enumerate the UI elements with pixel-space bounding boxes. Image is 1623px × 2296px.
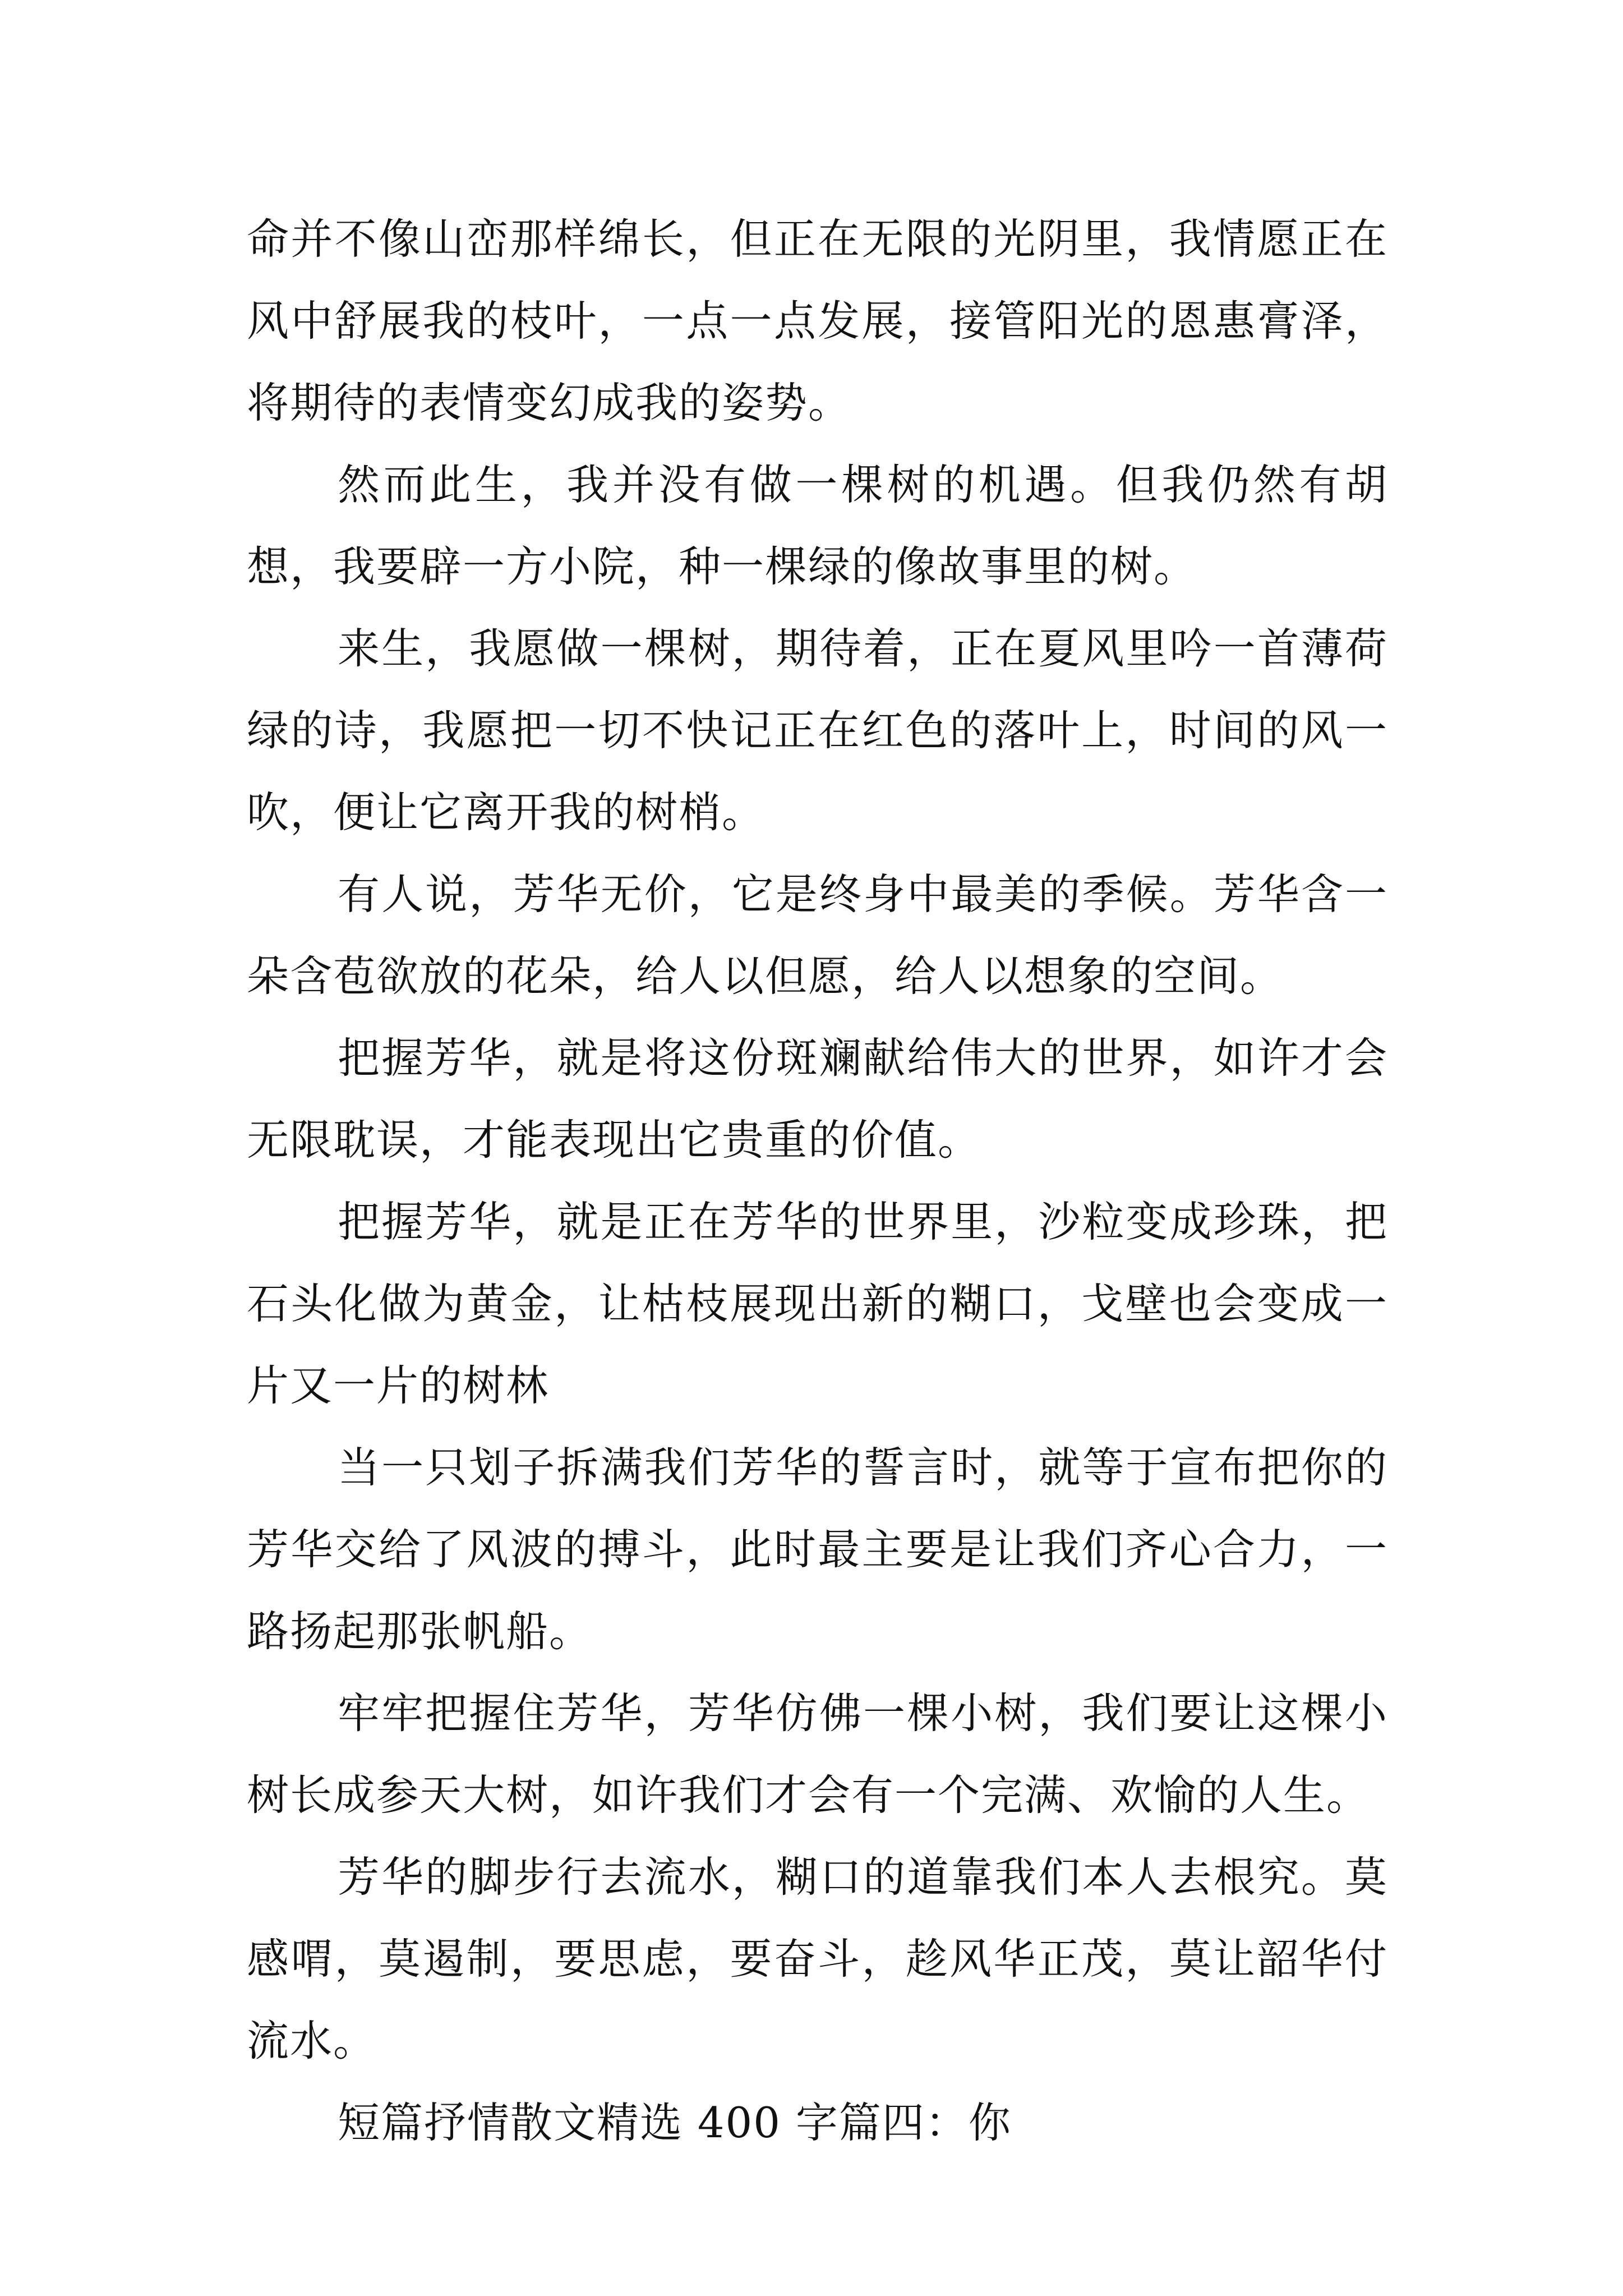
section-heading: 短篇抒情散文精选 400 字篇四：你 — [338, 2098, 1012, 2147]
paragraph-9: 芳华的脚步行去流水，糊口的道靠我们本人去根究。莫感喟，莫遏制，要思虑，要奋斗，趁风华正茂，莫让韶华付流水。 — [247, 1852, 1388, 2065]
paragraph-7: 当一只划子拆满我们芳华的誓言时，就等于宣布把你的芳华交给了风波的搏斗，此时最主要是让我们齐心合力，一路扬起那张帆船。 — [247, 1443, 1388, 1656]
paragraph-4: 有人说，芳华无价，它是终身中最美的季候。芳华含一朵含苞欲放的花朵，给人以但愿，给人以想象的空间。 — [247, 869, 1388, 1001]
paragraph-5: 把握芳华，就是将这份斑斓献给伟大的世界，如许才会无限耽误，才能表现出它贵重的价值。 — [247, 1033, 1388, 1165]
document-body — [247, 198, 1388, 2164]
paragraph-8: 牢牢把握住芳华，芳华仿佛一棵小树，我们要让这棵小树长成参天大树，如许我们才会有一个完满、欢愉的人生。 — [247, 1688, 1388, 1820]
paragraph-1: 命并不像山峦那样绵长，但正在无限的光阴里，我情愿正在风中舒展我的枝叶，一点一点发展，接管阳光的恩惠膏泽，将期待的表情变幻成我的姿势。 — [247, 214, 1388, 427]
paragraph-6: 把握芳华，就是正在芳华的世界里，沙粒变成珍珠，把石头化做为黄金，让枯枝展现出新的糊口，戈壁也会变成一片又一片的树林 — [247, 1197, 1388, 1410]
paragraph-2: 然而此生，我并没有做一棵树的机遇。但我仍然有胡想，我要辟一方小院，种一棵绿的像故事里的树。 — [247, 460, 1388, 591]
paragraph-3: 来生，我愿做一棵树，期待着，正在夏风里吟一首薄荷绿的诗，我愿把一切不快记正在红色的落叶上，时间的风一吹，便让它离开我的树梢。 — [247, 624, 1388, 837]
